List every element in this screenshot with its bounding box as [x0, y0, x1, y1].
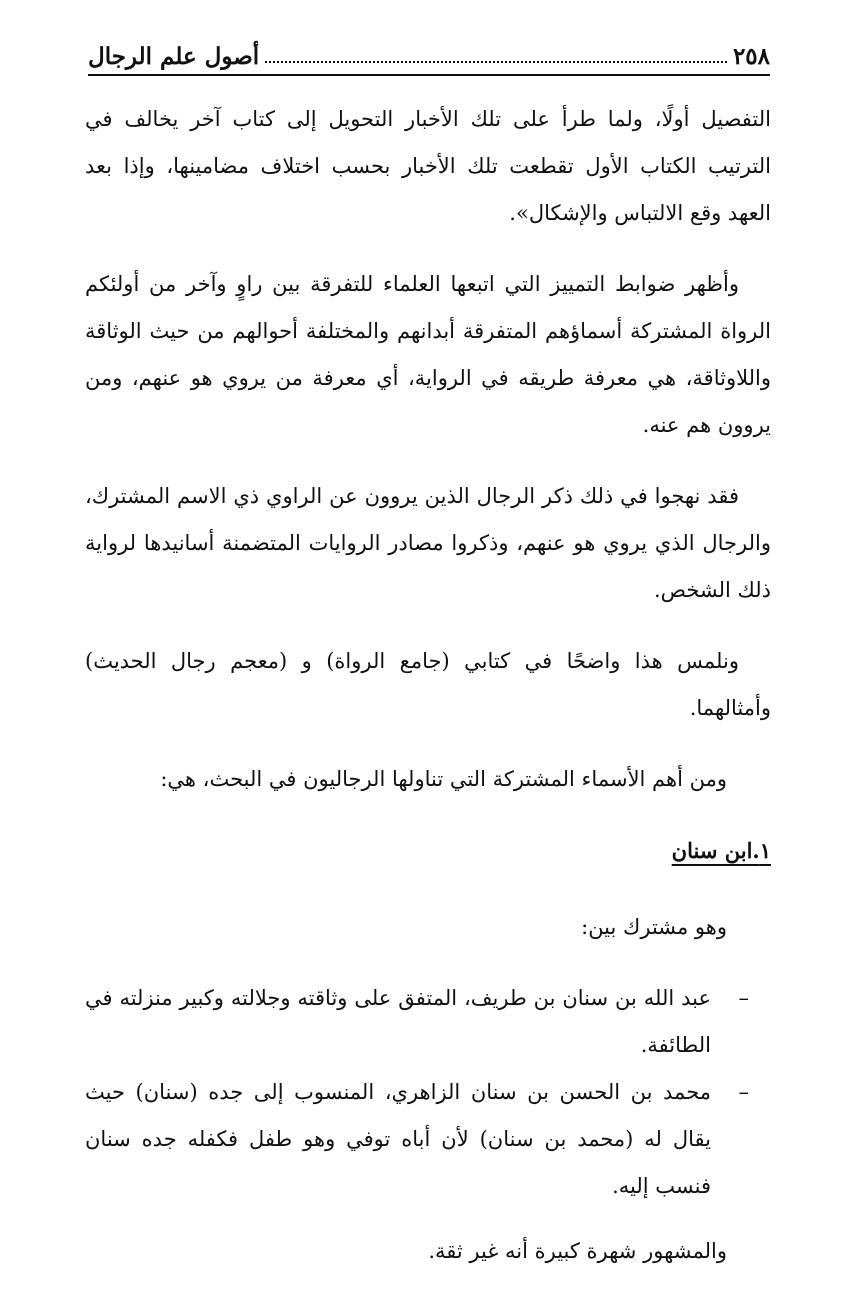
paragraph-examples: ونلمس هذا واضحًا في كتابي (جامع الرواة) و (معجم رجال الحديث) وأمثالهما.	[85, 649, 771, 720]
section-heading: ١.ابن سنان	[671, 838, 771, 863]
list-item	[85, 1069, 749, 1210]
paragraph-continuation: التفصيل أولًا، ولما طرأ على تلك الأخبار التحويل إلى كتاب آخر يخالف في الترتيب الكتاب الأول تقطعت تلك الأخبار بحسب اختلاف مضامينها، وإذا بعد العهد وقع الالتباس والإشكال».	[85, 107, 771, 225]
page-number: ٢٥٨	[732, 43, 770, 70]
list-dash: –	[738, 986, 749, 1010]
closing-statement: والمشهور شهرة كبيرة أنه غير ثقة.	[428, 1239, 727, 1263]
list-dash: –	[738, 1080, 749, 1104]
header-dot-leader	[265, 60, 727, 63]
paragraph-distinction-criteria: وأظهر ضوابط التمييز التي اتبعها العلماء للتفرقة بين راوٍ وآخر من أولئكم الرواة المشتركة أسماؤهم المتفرقة أبدانهم والمختلفة أحوالهم من حيث الوثاقة واللاوثاقة، هي معرفة طريقه في الرواية، أي معرفة من يروي هو عنهم، ومن يروون هم عنه.	[85, 272, 771, 437]
list-item	[85, 975, 749, 1069]
section-intro: وهو مشترك بين:	[581, 915, 727, 939]
page-header	[88, 38, 770, 76]
narrator-list	[85, 975, 771, 1210]
running-title: أصول علم الرجال	[88, 43, 260, 70]
paragraph-method: فقد نهجوا في ذلك ذكر الرجال الذين يروون عن الراوي ذي الاسم المشترك، والرجال الذي يروي هو عنهم، وذكروا مصادر الروايات المتضمنة أسانيدها لرواية ذلك الشخص.	[85, 484, 771, 602]
list-item-text: محمد بن الحسن بن سنان الزاهري، المنسوب إلى جده (سنان) حيث يقال له (محمد بن سنان) لأن أباه توفي وهو طفل فكفله جده سنان فنسب إليه.	[85, 1080, 711, 1198]
body-text	[85, 96, 771, 1299]
list-item-text: عبد الله بن سنان بن طريف، المتفق على وثاقته وجلالته وكبير منزلته في الطائفة.	[85, 986, 711, 1057]
paragraph-shared-names-intro: ومن أهم الأسماء المشتركة التي تناولها الرجاليون في البحث، هي:	[160, 767, 727, 791]
